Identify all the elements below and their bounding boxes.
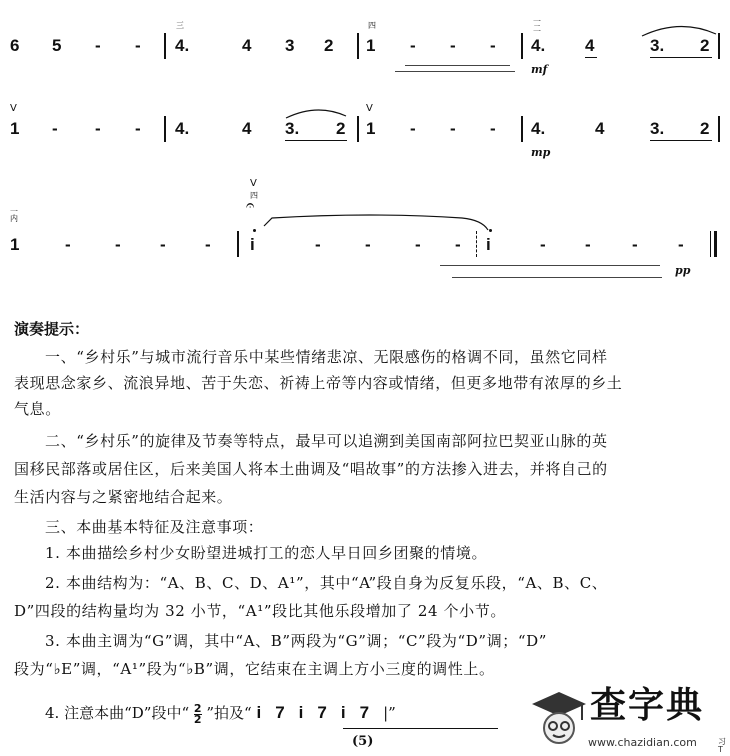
underline: [650, 140, 712, 141]
note: -: [205, 235, 211, 254]
decrescendo-line: [440, 265, 660, 266]
note: -: [585, 235, 591, 254]
octave-dot: [253, 229, 256, 232]
note: -: [115, 235, 121, 254]
note: 2: [700, 36, 710, 55]
note: 4.: [531, 36, 546, 55]
note: 2: [336, 119, 346, 138]
note: 3.: [285, 119, 300, 138]
list-item: [45, 702, 396, 725]
watermark-side: 习T: [718, 737, 726, 754]
barline: [164, 33, 166, 59]
note: 1: [366, 119, 376, 138]
barline: [357, 116, 359, 142]
breath-mark: V: [250, 178, 257, 189]
final-barline: [710, 231, 711, 257]
dashed-barline: [476, 231, 477, 257]
underline: [585, 57, 597, 58]
note: -: [135, 119, 141, 138]
note: -: [450, 36, 456, 55]
note: -: [410, 36, 416, 55]
dynamic-mark: mf: [531, 63, 548, 76]
fingering-mark: 三: [176, 21, 184, 30]
watermark-url: www.chazidian.com: [588, 736, 697, 749]
barline: [357, 33, 359, 59]
note: 4.: [175, 36, 190, 55]
note: -: [95, 119, 101, 138]
note: -: [135, 36, 141, 55]
barline: [718, 116, 720, 142]
note: -: [52, 119, 58, 138]
decrescendo-line: [452, 277, 662, 278]
note: -: [410, 119, 416, 138]
list-item: 1. 本曲描绘乡村少女盼望进城打工的恋人早日回乡团聚的情境。: [45, 544, 488, 562]
page-number: (5): [352, 734, 374, 749]
note: i: [486, 235, 491, 254]
note: -: [540, 235, 546, 254]
note: 3.: [650, 119, 665, 138]
paragraph-line: 一、“乡村乐”与城市流行音乐中某些情绪悲凉、无限感伤的格调不同，虽然它同样: [45, 348, 608, 366]
note: -: [632, 235, 638, 254]
note: 1: [366, 36, 376, 55]
watermark-logo: [528, 684, 730, 756]
list-item: 2. 本曲结构为：“A、B、C、D、A¹”，其中“A”段自身为反复乐段，“A、B、C、: [45, 574, 608, 592]
item4-prefix: 4. 注意本曲“D”段中“: [45, 704, 190, 722]
time-signature: $\frac{2}{2}$: [193, 701, 202, 726]
note: 4: [595, 119, 605, 138]
note: -: [678, 235, 684, 254]
final-barline: [714, 231, 717, 257]
item4-mid: ”拍及“: [206, 704, 252, 722]
note: 3.: [650, 36, 665, 55]
paragraph-line: 气息。: [14, 400, 61, 418]
note: -: [490, 36, 496, 55]
note: 1: [10, 235, 20, 254]
note: -: [450, 119, 456, 138]
note: -: [65, 235, 71, 254]
note: -: [415, 235, 421, 254]
note: 1: [10, 119, 20, 138]
note: 5: [52, 36, 62, 55]
note: 3: [285, 36, 295, 55]
paragraph-line: 表现思念家乡、流浪异地、苦于失恋、祈祷上帝等内容或情绪，但更多地带有浓厚的乡土: [14, 374, 623, 392]
fingering-mark: 一二: [533, 17, 541, 33]
watermark-title: 查字典: [590, 685, 705, 726]
slur: [640, 22, 720, 38]
paragraph-line: 国移民部落或居住区，后来美国人将本土曲调及“唱故事”的方法掺入进去，并将自己的: [14, 460, 608, 478]
barline: [237, 231, 239, 257]
barline: [521, 116, 523, 142]
graduate-avatar-icon: [528, 686, 590, 752]
note: 4: [242, 36, 252, 55]
underline: [650, 57, 712, 58]
inline-notes: i7i7i7: [256, 703, 384, 722]
barline: [718, 33, 720, 59]
note: -: [95, 36, 101, 55]
note: 4: [242, 119, 252, 138]
note: i: [250, 235, 255, 254]
section-heading: 演奏提示：: [14, 320, 90, 338]
slur: [284, 106, 350, 120]
fermata-icon: 𝄐: [246, 196, 255, 214]
dynamic-mark: mp: [531, 146, 551, 159]
octave-dot: [489, 229, 492, 232]
fingering-mark: 四: [250, 191, 258, 200]
note: 2: [700, 119, 710, 138]
barline: [521, 33, 523, 59]
list-item: 段为“♭E”调，“A¹”段为“♭B”调，它结束在主调上方小三度的调性上。: [14, 660, 495, 678]
crescendo-line: [405, 65, 510, 66]
fingering-mark: 一内: [10, 207, 18, 223]
note: 4: [585, 36, 595, 55]
breath-mark: V: [10, 103, 17, 114]
item4-end: |”: [383, 704, 396, 722]
note: 4.: [531, 119, 546, 138]
note: -: [455, 235, 461, 254]
list-item: 3. 本曲主调为“G”调，其中“A、B”两段为“G”调；“C”段为“D”调；“D”: [45, 632, 548, 650]
fingering-mark: 四: [368, 21, 376, 30]
paragraph-line: 三、本曲基本特征及注意事项：: [45, 518, 264, 536]
note: -: [315, 235, 321, 254]
paragraph-line: 二、“乡村乐”的旋律及节奏等特点，最早可以追溯到美国南部阿拉巴契亚山脉的英: [45, 432, 608, 450]
tie: [262, 206, 492, 232]
crescendo-line: [395, 71, 515, 72]
note: 6: [10, 36, 20, 55]
breath-mark: V: [366, 103, 373, 114]
note: -: [365, 235, 371, 254]
barline: [164, 116, 166, 142]
list-item: D”四段的结构量均为 32 小节，“A¹”段比其他乐段增加了 24 个小节。: [14, 602, 506, 620]
underline: [343, 728, 498, 729]
note: -: [160, 235, 166, 254]
note: 2: [324, 36, 334, 55]
underline: [285, 140, 347, 141]
note: -: [490, 119, 496, 138]
dynamic-mark: pp: [675, 264, 691, 277]
paragraph-line: 生活内容与之紧密地结合起来。: [14, 488, 233, 506]
note: 4.: [175, 119, 190, 138]
